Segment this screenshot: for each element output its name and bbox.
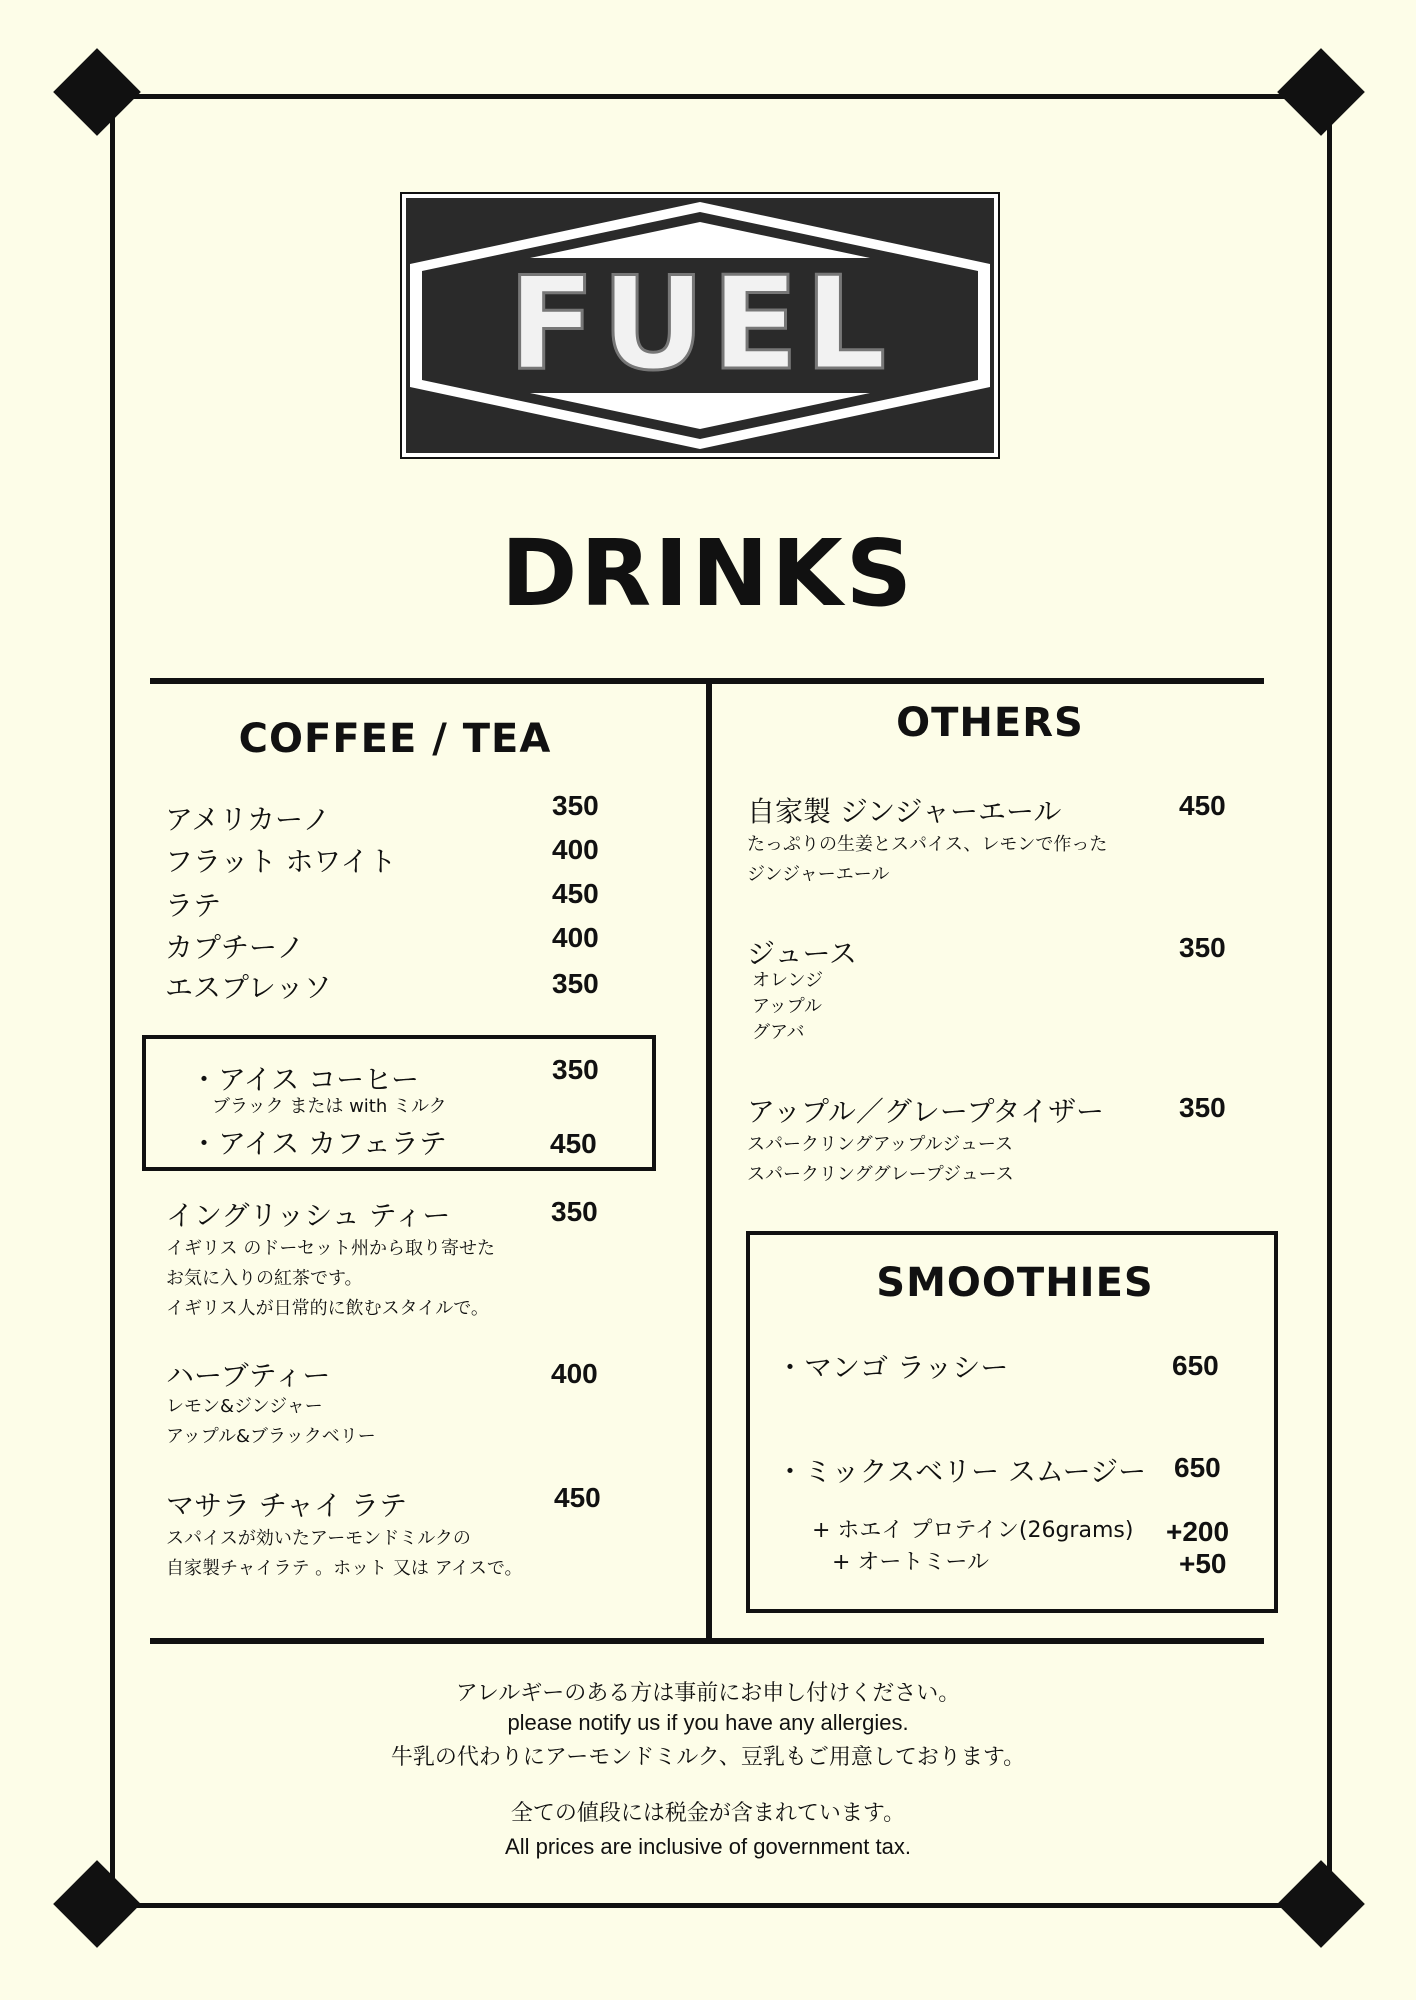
menu-item-name: カプチーノ [165, 931, 305, 964]
column-divider [706, 678, 712, 1644]
menu-item-price: 400 [552, 922, 599, 953]
fuel-logo-text: FUEL [507, 250, 893, 399]
menu-item-name: フラット ホワイト [165, 845, 397, 878]
english-tea-name: イングリッシュ ティー [166, 1199, 451, 1232]
allergy-notice-en: please notify us if you have any allergies. [507, 1710, 909, 1735]
iced-coffee-name: ・アイス コーヒー [190, 1063, 419, 1096]
fuel-logo-graphic [400, 192, 1000, 459]
juice-price: 350 [1179, 932, 1226, 963]
iced-coffee-note: ブラック または with ミルク [212, 1096, 447, 1117]
oatmeal-addon-price: +50 [1179, 1548, 1227, 1579]
tiser-name: アップル／グレープタイザー [747, 1095, 1105, 1128]
berry-smoothie-price: 650 [1174, 1452, 1221, 1483]
iced-latte-name: ・アイス カフェラテ [190, 1127, 447, 1160]
smoothies-heading: SMOOTHIES [876, 1260, 1154, 1306]
milk-notice-jp: 牛乳の代わりにアーモンドミルク、豆乳もご用意しております。 [390, 1745, 1026, 1770]
english-tea-desc: イギリス のドーセット州から取り寄せた [166, 1238, 495, 1259]
herb-tea-name: ハーブティー [166, 1359, 331, 1392]
ginger-ale-desc: たっぷりの生姜とスパイス、レモンで作った [747, 834, 1108, 855]
juice-flavor: オレンジ [752, 970, 824, 991]
protein-addon-price: +200 [1166, 1516, 1230, 1547]
page-title: DRINKS [501, 520, 915, 627]
allergy-notice-jp: アレルギーのある方は事前にお申し付けください。 [455, 1681, 961, 1706]
chai-latte-desc: スパイスが効いたアーモンドミルクの [166, 1528, 471, 1549]
others-heading: OTHERS [896, 700, 1084, 746]
chai-latte-price: 450 [554, 1482, 601, 1513]
fuel-logo [400, 192, 1000, 459]
menu-item-price: 350 [552, 790, 599, 821]
herb-tea-price: 400 [551, 1358, 598, 1389]
english-tea-desc: お気に入りの紅茶です。 [166, 1268, 363, 1289]
ginger-ale-desc: ジンジャーエール [747, 864, 890, 885]
english-tea-desc: イギリス人が日常的に飲むスタイルで。 [166, 1298, 489, 1319]
juice-name: ジュース [747, 937, 858, 970]
oatmeal-addon-name: + オートミール [832, 1550, 989, 1575]
tax-notice-en: All prices are inclusive of government tax. [505, 1834, 911, 1859]
juice-flavor: グアバ [752, 1022, 805, 1043]
menu-item-name: エスプレッソ [165, 971, 332, 1004]
tiser-desc: スパークリンググレープジュース [747, 1164, 1014, 1185]
menu-item-name: ラテ [165, 889, 222, 922]
menu-item-price: 350 [552, 968, 599, 999]
ginger-ale-name: 自家製 ジンジャーエール [747, 795, 1062, 828]
chai-latte-desc: 自家製チャイラテ 。ホット 又は アイスで。 [166, 1558, 523, 1579]
protein-addon-name: + ホエイ プロテイン(26grams) [812, 1518, 1134, 1543]
menu-item-price: 400 [552, 834, 599, 865]
tax-notice-jp: 全ての値段には税金が含まれています。 [510, 1801, 906, 1826]
juice-flavor: アップル [752, 996, 823, 1017]
menu-item-name: アメリカーノ [165, 803, 331, 836]
coffee-tea-heading: COFFEE / TEA [238, 716, 552, 762]
english-tea-price: 350 [551, 1196, 598, 1227]
herb-tea-desc: アップル&ブラックベリー [166, 1426, 376, 1447]
iced-coffee-price: 350 [552, 1054, 599, 1085]
tiser-desc: スパークリングアップルジュース [747, 1134, 1013, 1155]
berry-smoothie-name: ・ミックスベリー スムージー [776, 1455, 1147, 1488]
menu-item-price: 450 [552, 878, 599, 909]
iced-latte-price: 450 [550, 1128, 597, 1159]
herb-tea-desc: レモン&ジンジャー [166, 1396, 323, 1417]
mango-lassi-name: ・マンゴ ラッシー [776, 1351, 1009, 1384]
mango-lassi-price: 650 [1172, 1350, 1219, 1381]
chai-latte-name: マサラ チャイ ラテ [166, 1489, 407, 1522]
tiser-price: 350 [1179, 1092, 1226, 1123]
ginger-ale-price: 450 [1179, 790, 1226, 821]
